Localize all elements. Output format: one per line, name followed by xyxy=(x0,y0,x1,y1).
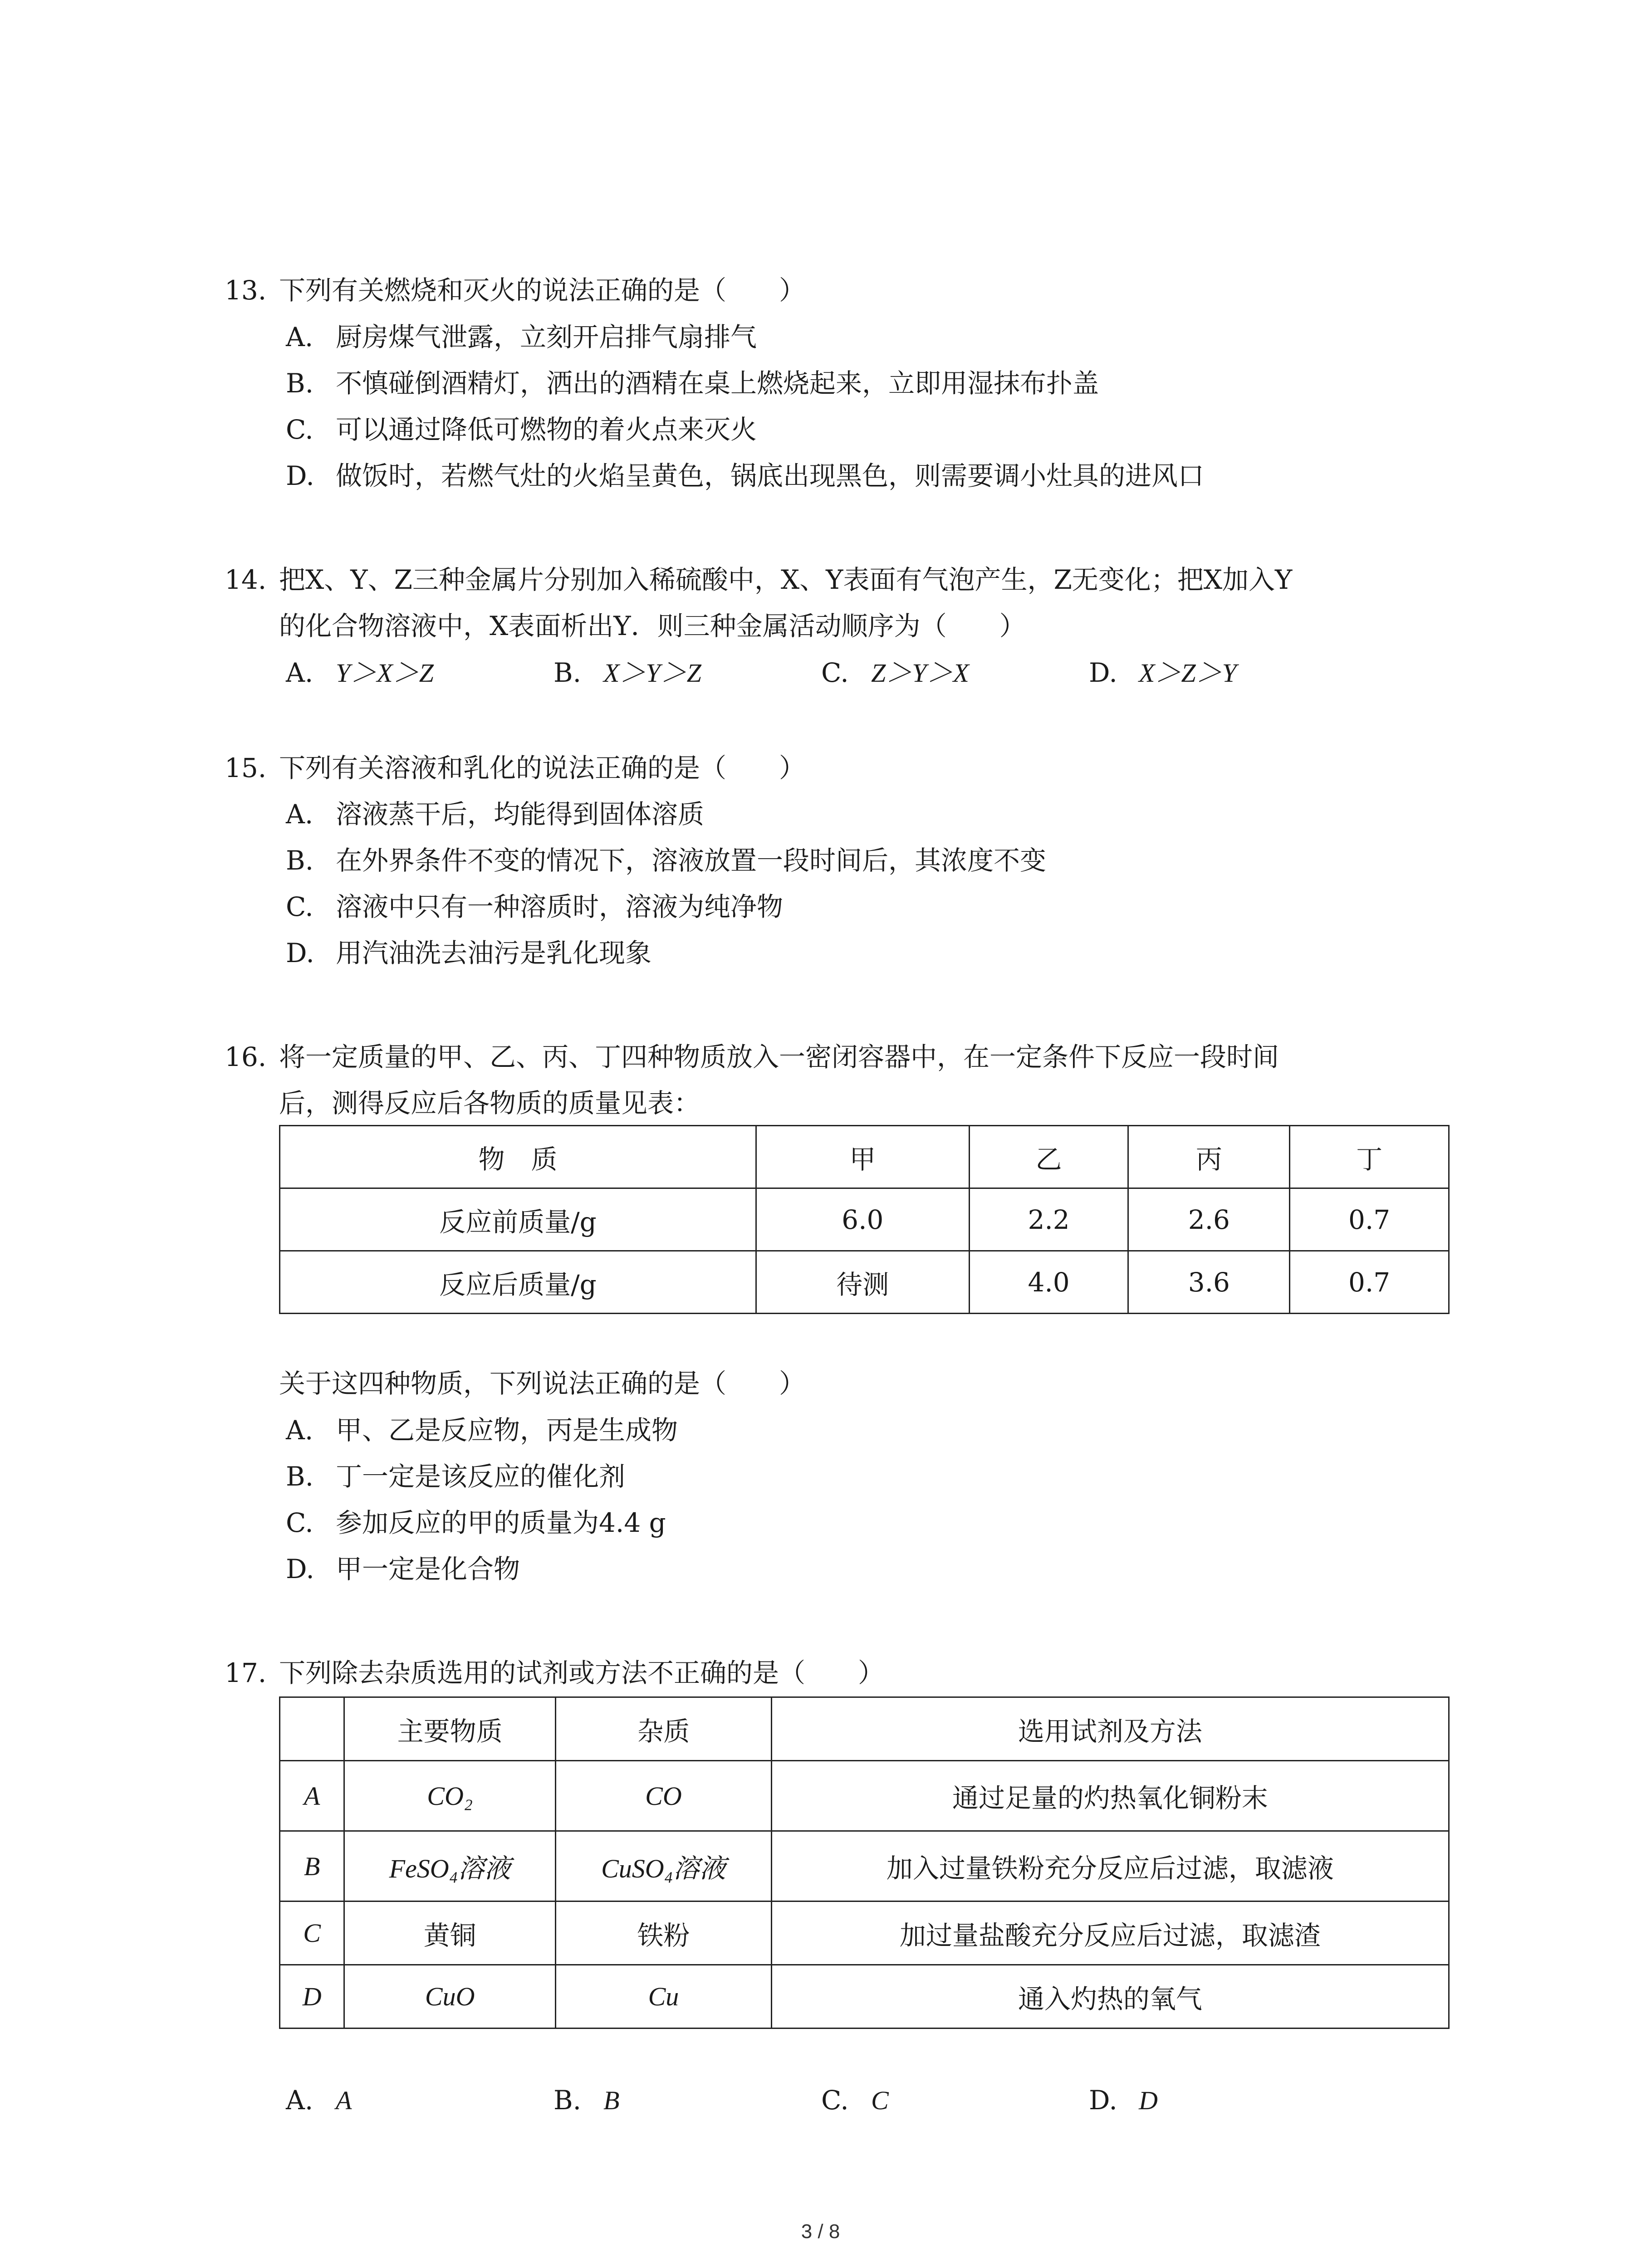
table-cell: 通入灼热的氧气 xyxy=(771,1965,1449,2028)
option-text: 做饭时，若燃气灶的火焰呈黄色，锅底出现黑色，则需要调小灶具的进风口 xyxy=(336,460,1205,491)
option-text: 厨房煤气泄露，立刻开启排气扇排气 xyxy=(336,322,757,352)
table-cell: 反应前质量/g xyxy=(280,1188,756,1251)
q16-stem-line2: 后，测得反应后各物质的质量见表： xyxy=(279,1088,700,1119)
option-text: A xyxy=(336,2086,352,2115)
page-number: 3 / 8 xyxy=(801,2220,840,2243)
table-cell: FeSO₄溶液 xyxy=(344,1831,556,1901)
option-text: X＞Z＞Y xyxy=(1139,658,1237,688)
q17-option-a xyxy=(286,2082,352,2119)
option-text: 甲一定是化合物 xyxy=(336,1554,520,1584)
q16-option-d xyxy=(286,1551,520,1587)
table-cell: CuSO₄溶液 xyxy=(556,1831,772,1901)
option-label: A. xyxy=(286,799,314,830)
table-header-cell: 丁 xyxy=(1290,1126,1449,1188)
table-row xyxy=(280,1188,1449,1251)
option-text: 可以通过降低可燃物的着火点来灭火 xyxy=(336,414,757,445)
option-label: C. xyxy=(821,657,849,688)
q16-stem-line1: 将一定质量的甲、乙、丙、丁四种物质放入一密闭容器中，在一定条件下反应一段时间 xyxy=(279,1041,1279,1072)
table-cell: CuO xyxy=(344,1965,556,2028)
q17-option-b xyxy=(554,2082,619,2119)
option-label: C. xyxy=(286,414,314,445)
table-header-cell xyxy=(280,1697,344,1761)
q17-purification-table xyxy=(279,1696,1450,2029)
q16-option-c xyxy=(286,1505,666,1541)
table-row xyxy=(280,1901,1449,1965)
q15-option-c xyxy=(286,889,783,925)
q15-option-d xyxy=(286,935,652,971)
option-text: 在外界条件不变的情况下，溶液放置一段时间后，其浓度不变 xyxy=(336,845,1047,876)
table-cell: 加入过量铁粉充分反应后过滤，取滤液 xyxy=(771,1831,1449,1901)
table-cell: 2.6 xyxy=(1128,1188,1290,1251)
table-cell: 0.7 xyxy=(1290,1251,1449,1314)
q14-stem-line1: 把X、Y、Z三种金属片分别加入稀硫酸中，X、Y表面有气泡产生，Z无变化；把X加入Y xyxy=(279,564,1293,595)
table-cell: 2.2 xyxy=(969,1188,1128,1251)
q17-option-c xyxy=(821,2082,889,2119)
q16-option-b xyxy=(286,1458,625,1495)
table-cell: B xyxy=(280,1831,344,1901)
table-cell: 黄铜 xyxy=(344,1901,556,1965)
option-text: C xyxy=(871,2086,889,2115)
option-text: 参加反应的甲的质量为4.4 g xyxy=(336,1507,666,1538)
q17-option-d xyxy=(1089,2082,1158,2119)
table-header-cell: 杂质 xyxy=(556,1697,772,1761)
option-text: 甲、乙是反应物，丙是生成物 xyxy=(336,1415,678,1446)
option-label: B. xyxy=(286,1461,314,1492)
table-cell: CO₂ xyxy=(344,1761,556,1831)
table-header-cell: 选用试剂及方法 xyxy=(771,1697,1449,1761)
q13-option-a xyxy=(286,319,757,355)
table-row xyxy=(280,1761,1449,1831)
option-text: 不慎碰倒酒精灯，洒出的酒精在桌上燃烧起来，立即用湿抹布扑盖 xyxy=(336,368,1099,399)
option-text: Z＞Y＞X xyxy=(871,658,969,688)
option-text: 溶液蒸干后，均能得到固体溶质 xyxy=(336,799,705,830)
table-header-cell: 物 质 xyxy=(280,1126,756,1188)
option-label: A. xyxy=(286,2085,314,2116)
table-row xyxy=(280,1965,1449,2028)
q13-option-b xyxy=(286,365,1099,401)
option-label: D. xyxy=(1089,657,1117,688)
table-cell: A xyxy=(280,1761,344,1831)
table-cell: 4.0 xyxy=(969,1251,1128,1314)
table-cell: 0.7 xyxy=(1290,1188,1449,1251)
q14-stem-line2: 的化合物溶液中，X表面析出Y．则三种金属活动顺序为（ ） xyxy=(279,611,1026,641)
option-label: A. xyxy=(286,322,314,352)
table-cell: 3.6 xyxy=(1128,1251,1290,1314)
table-cell: 反应后质量/g xyxy=(280,1251,756,1314)
option-text: Y＞X＞Z xyxy=(336,658,434,688)
option-label: D. xyxy=(1089,2085,1117,2116)
table-cell: C xyxy=(280,1901,344,1965)
table-header-cell: 甲 xyxy=(756,1126,969,1188)
option-label: B. xyxy=(286,845,314,876)
option-label: D. xyxy=(286,1554,314,1584)
q13-option-c xyxy=(286,411,757,448)
option-label: B. xyxy=(286,368,314,399)
option-text: B xyxy=(603,2086,620,2115)
q15-option-a xyxy=(286,796,704,832)
table-cell: 6.0 xyxy=(756,1188,969,1251)
option-label: C. xyxy=(286,1507,314,1538)
option-label: D. xyxy=(286,938,314,968)
table-row xyxy=(280,1251,1449,1314)
q14-option-b xyxy=(554,655,701,691)
q14-number: 14. xyxy=(225,564,267,595)
table-row xyxy=(280,1831,1449,1901)
table-cell: Cu xyxy=(556,1965,772,2028)
table-cell: D xyxy=(280,1965,344,2028)
option-text: 溶液中只有一种溶质时，溶液为纯净物 xyxy=(336,891,784,922)
q14-option-a xyxy=(286,655,434,691)
table-header-cell: 乙 xyxy=(969,1126,1128,1188)
q16-number: 16. xyxy=(225,1041,267,1072)
table-cell: 加过量盐酸充分反应后过滤，取滤渣 xyxy=(771,1901,1449,1965)
q13-option-d xyxy=(286,458,1204,494)
table-cell: 通过足量的灼热氧化铜粉末 xyxy=(771,1761,1449,1831)
option-text: X＞Y＞Z xyxy=(603,658,701,688)
table-cell: CO xyxy=(556,1761,772,1831)
option-text: D xyxy=(1139,2086,1158,2115)
option-label: D. xyxy=(286,460,314,491)
q15-stem: 下列有关溶液和乳化的说法正确的是（ ） xyxy=(279,753,806,783)
option-label: A. xyxy=(286,1415,314,1446)
option-label: C. xyxy=(286,891,314,922)
option-label: A. xyxy=(286,657,314,688)
q17-stem: 下列除去杂质选用的试剂或方法不正确的是（ ） xyxy=(279,1657,885,1688)
table-header-cell: 主要物质 xyxy=(344,1697,556,1761)
q17-number: 17. xyxy=(225,1657,267,1688)
option-text: 用汽油洗去油污是乳化现象 xyxy=(336,938,652,968)
table-header-row xyxy=(280,1697,1449,1761)
q13-stem: 下列有关燃烧和灭火的说法正确的是（ ） xyxy=(279,275,806,306)
option-text: 丁一定是该反应的催化剂 xyxy=(336,1461,626,1492)
table-header-row xyxy=(280,1126,1449,1188)
option-label: B. xyxy=(554,657,582,688)
q16-question: 关于这四种物质，下列说法正确的是（ ） xyxy=(279,1368,806,1399)
table-cell: 待测 xyxy=(756,1251,969,1314)
q16-mass-table xyxy=(279,1125,1450,1314)
table-cell: 铁粉 xyxy=(556,1901,772,1965)
q15-option-b xyxy=(286,842,1046,879)
q15-number: 15. xyxy=(225,753,267,783)
q14-option-c xyxy=(821,655,969,691)
option-label: C. xyxy=(821,2085,849,2116)
option-label: B. xyxy=(554,2085,582,2116)
q13-number: 13. xyxy=(225,275,267,306)
q16-option-a xyxy=(286,1412,678,1448)
q14-option-d xyxy=(1089,655,1237,691)
table-header-cell: 丙 xyxy=(1128,1126,1290,1188)
